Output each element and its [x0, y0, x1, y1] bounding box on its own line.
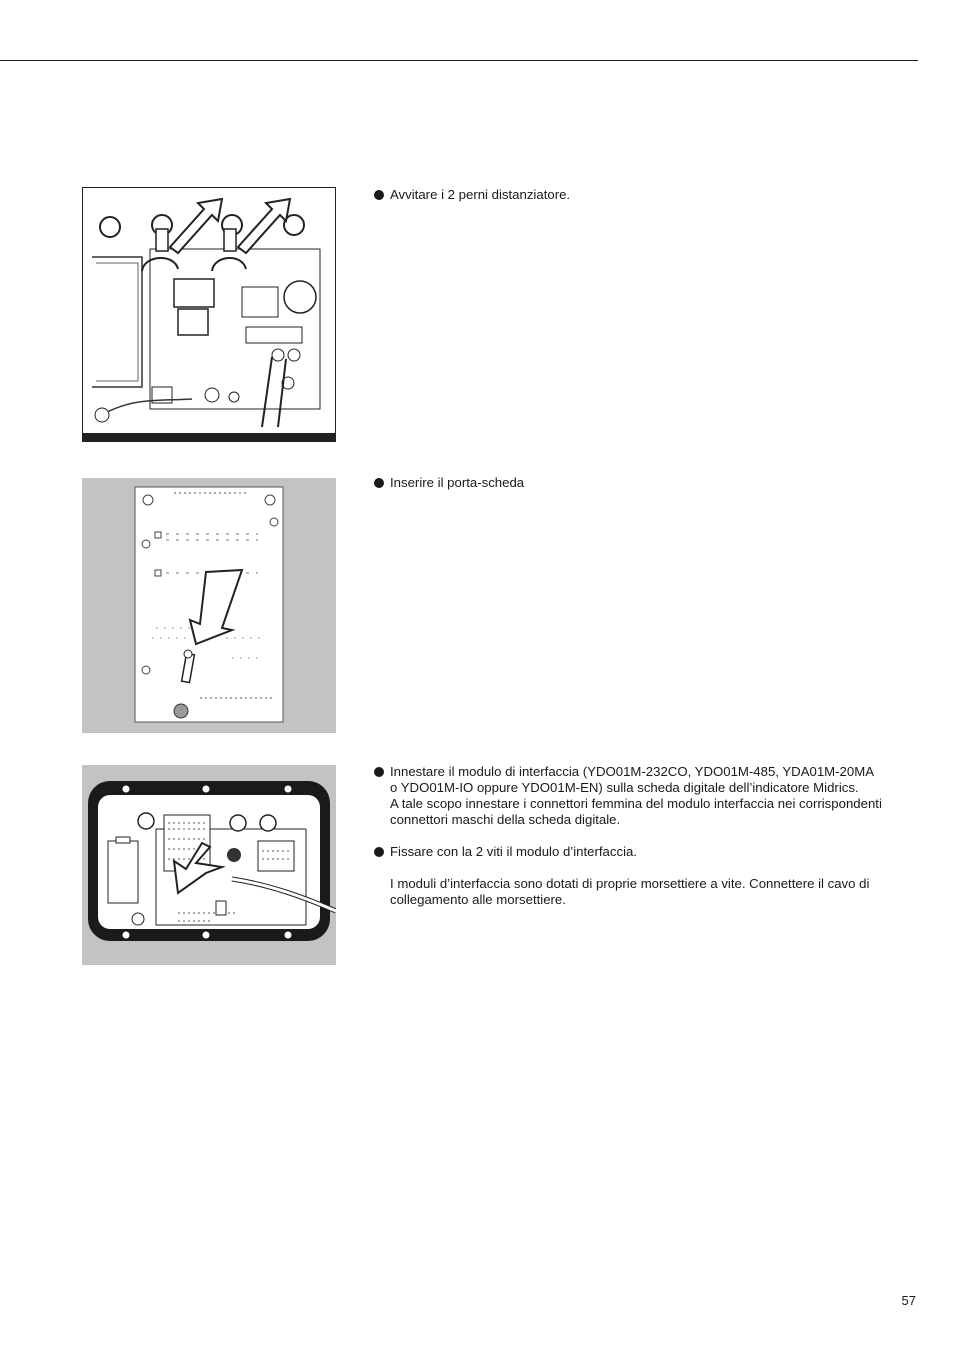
header-rule — [0, 60, 918, 61]
step-1-text — [374, 187, 904, 203]
step-3-bullet-1-line-1: Innestare il modulo di interfaccia (YDO01M-232CO, YDO01M-485, YDA01M-20MA — [390, 764, 874, 779]
step-3-bullet-2: Fissare con la 2 viti il modulo d’interfaccia. — [374, 844, 904, 860]
page-number: 57 — [901, 1293, 916, 1308]
step-2-bullet: Inserire il porta-scheda — [374, 475, 904, 491]
step-3-bullet-1-line-3: A tale scopo innestare i connettori femmina del modulo interfaccia nei corrispondenti — [390, 796, 882, 811]
step-3-text — [374, 764, 904, 908]
step-3-bullet-1-line-4: connettori maschi della scheda digitale. — [390, 812, 621, 827]
card-holder-illustration — [82, 478, 336, 733]
step-3-bullet-1 — [374, 764, 904, 828]
step-3-note-line-2: collegamento alle morsettiere. — [390, 892, 566, 907]
step-2-text — [374, 475, 904, 491]
spacer-bolts-illustration — [82, 187, 336, 442]
step-3-note — [374, 876, 904, 908]
step-1-bullet: Avvitare i 2 perni distanziatore. — [374, 187, 904, 203]
interface-module-illustration — [82, 765, 336, 965]
step-3-note-line-1: I moduli d’interfaccia sono dotati di proprie morsettiere a vite. Connettere il cavo di — [390, 876, 870, 891]
step-3-bullet-1-line-2: o YDO01M-IO oppure YDO01M-EN) sulla scheda digitale dell’indicatore Midrics. — [390, 780, 859, 795]
